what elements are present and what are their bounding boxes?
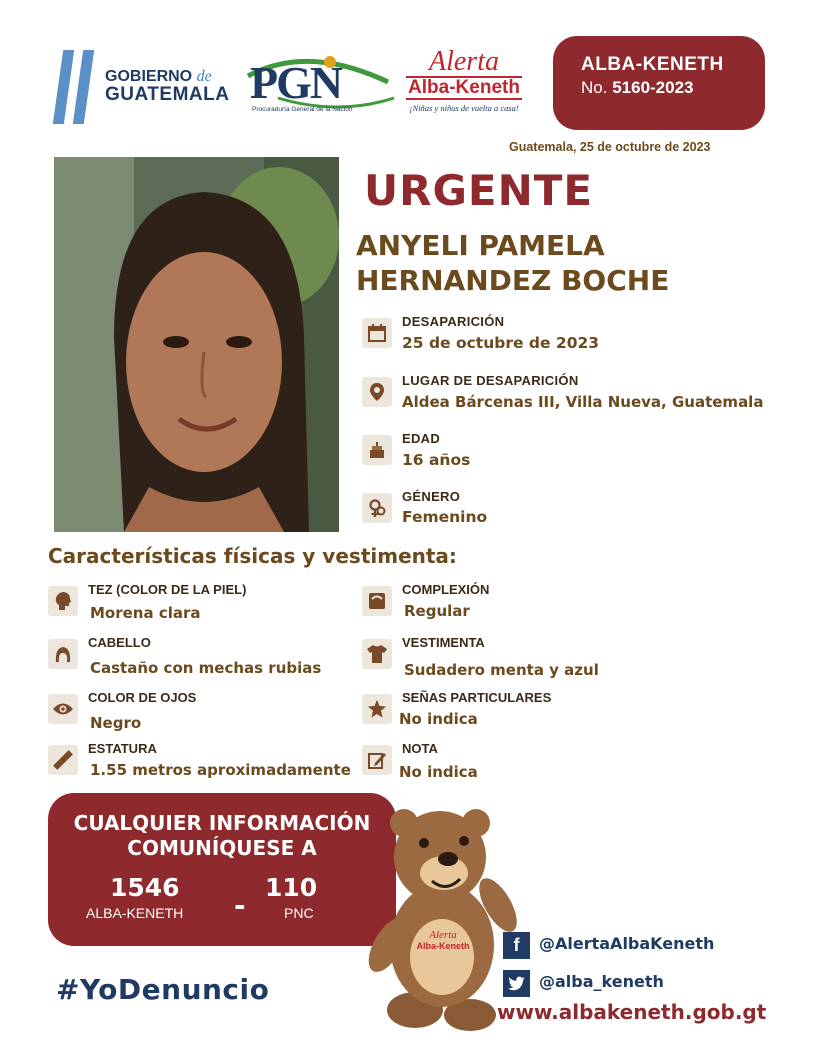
contact-title-line-2: COMUNÍQUESE A (127, 836, 317, 860)
hashtag: #YoDenuncio (56, 973, 270, 1006)
mascot-bear (360, 795, 520, 1035)
facebook-icon: f (503, 932, 530, 959)
scale-icon (362, 586, 392, 616)
urgent-heading: URGENTE (364, 166, 594, 215)
website-link[interactable]: www.albakeneth.gob.gt (497, 1000, 767, 1024)
detail-disappearance-date: DESAPARICIÓN 25 de octubre de 2023 (362, 314, 782, 364)
note-pencil-icon (362, 745, 392, 775)
birthday-cake-icon (362, 435, 392, 465)
phone-pnc-label: PNC (284, 905, 314, 921)
characteristics-title: Características físicas y vestimenta: (48, 544, 457, 568)
eye-icon (48, 694, 78, 724)
char-eye-color: COLOR DE OJOS Negro (48, 690, 368, 740)
missing-person-photo (54, 157, 339, 532)
contact-title-line-1: CUALQUIER INFORMACIÓN (73, 811, 371, 835)
char-skin-tone: TEZ (COLOR DE LA PIEL) Morena clara (48, 582, 368, 632)
phone-pnc[interactable]: 110 (265, 873, 318, 902)
char-note: NOTA No indica (362, 741, 682, 791)
gender-icon (362, 493, 392, 523)
location-pin-icon (362, 377, 392, 407)
ruler-icon (48, 745, 78, 775)
missing-person-name (356, 228, 669, 298)
case-number-box: ALBA-KENETH No. 5160-2023 (553, 36, 765, 130)
char-height: ESTATURA 1.55 metros aproximadamente (48, 741, 368, 791)
name-line-1: ANYELI PAMELA (356, 229, 605, 262)
char-build: COMPLEXIÓN Regular (362, 582, 682, 632)
hair-icon (48, 639, 78, 669)
detail-disappearance-place: LUGAR DE DESAPARICIÓN Aldea Bárcenas III, Villa Nueva, Guatemala (362, 373, 782, 423)
mascot-badge: Alerta Alba-Keneth (416, 929, 470, 951)
detail-gender: GÉNERO Femenino (362, 489, 782, 539)
twitter-link[interactable]: @alba_keneth (503, 970, 763, 998)
phone-alba-keneth[interactable]: 1546 (110, 873, 180, 902)
publication-date: Guatemala, 25 de octubre de 2023 (509, 140, 711, 154)
star-icon (362, 694, 392, 724)
phone-separator: - (234, 889, 246, 922)
contact-box (48, 793, 396, 946)
head-profile-icon (48, 586, 78, 616)
char-distinguishing-marks: SEÑAS PARTICULARES No indica (362, 690, 682, 740)
char-clothing: VESTIMENTA Sudadero menta y azul (362, 635, 682, 685)
shirt-icon (362, 639, 392, 669)
name-line-2: HERNANDEZ BOCHE (356, 264, 670, 297)
facebook-link[interactable]: f @AlertaAlbaKeneth (503, 932, 763, 960)
phone-alba-keneth-label: ALBA-KENETH (86, 905, 184, 921)
detail-age: EDAD 16 años (362, 431, 782, 481)
gobierno-logo-bars (52, 50, 96, 124)
gobierno-logo-text: GOBIERNO de GUATEMALA (105, 68, 230, 105)
alba-keneth-logo: Alerta Alba-Keneth ¡Niñas y niños de vuelta a casa! (408, 46, 520, 113)
calendar-icon (362, 318, 392, 348)
pgn-logo: PGN Procuraduría General de la Nación (238, 46, 398, 118)
char-hair: CABELLO Castaño con mechas rubias (48, 635, 368, 685)
twitter-icon (503, 970, 530, 997)
